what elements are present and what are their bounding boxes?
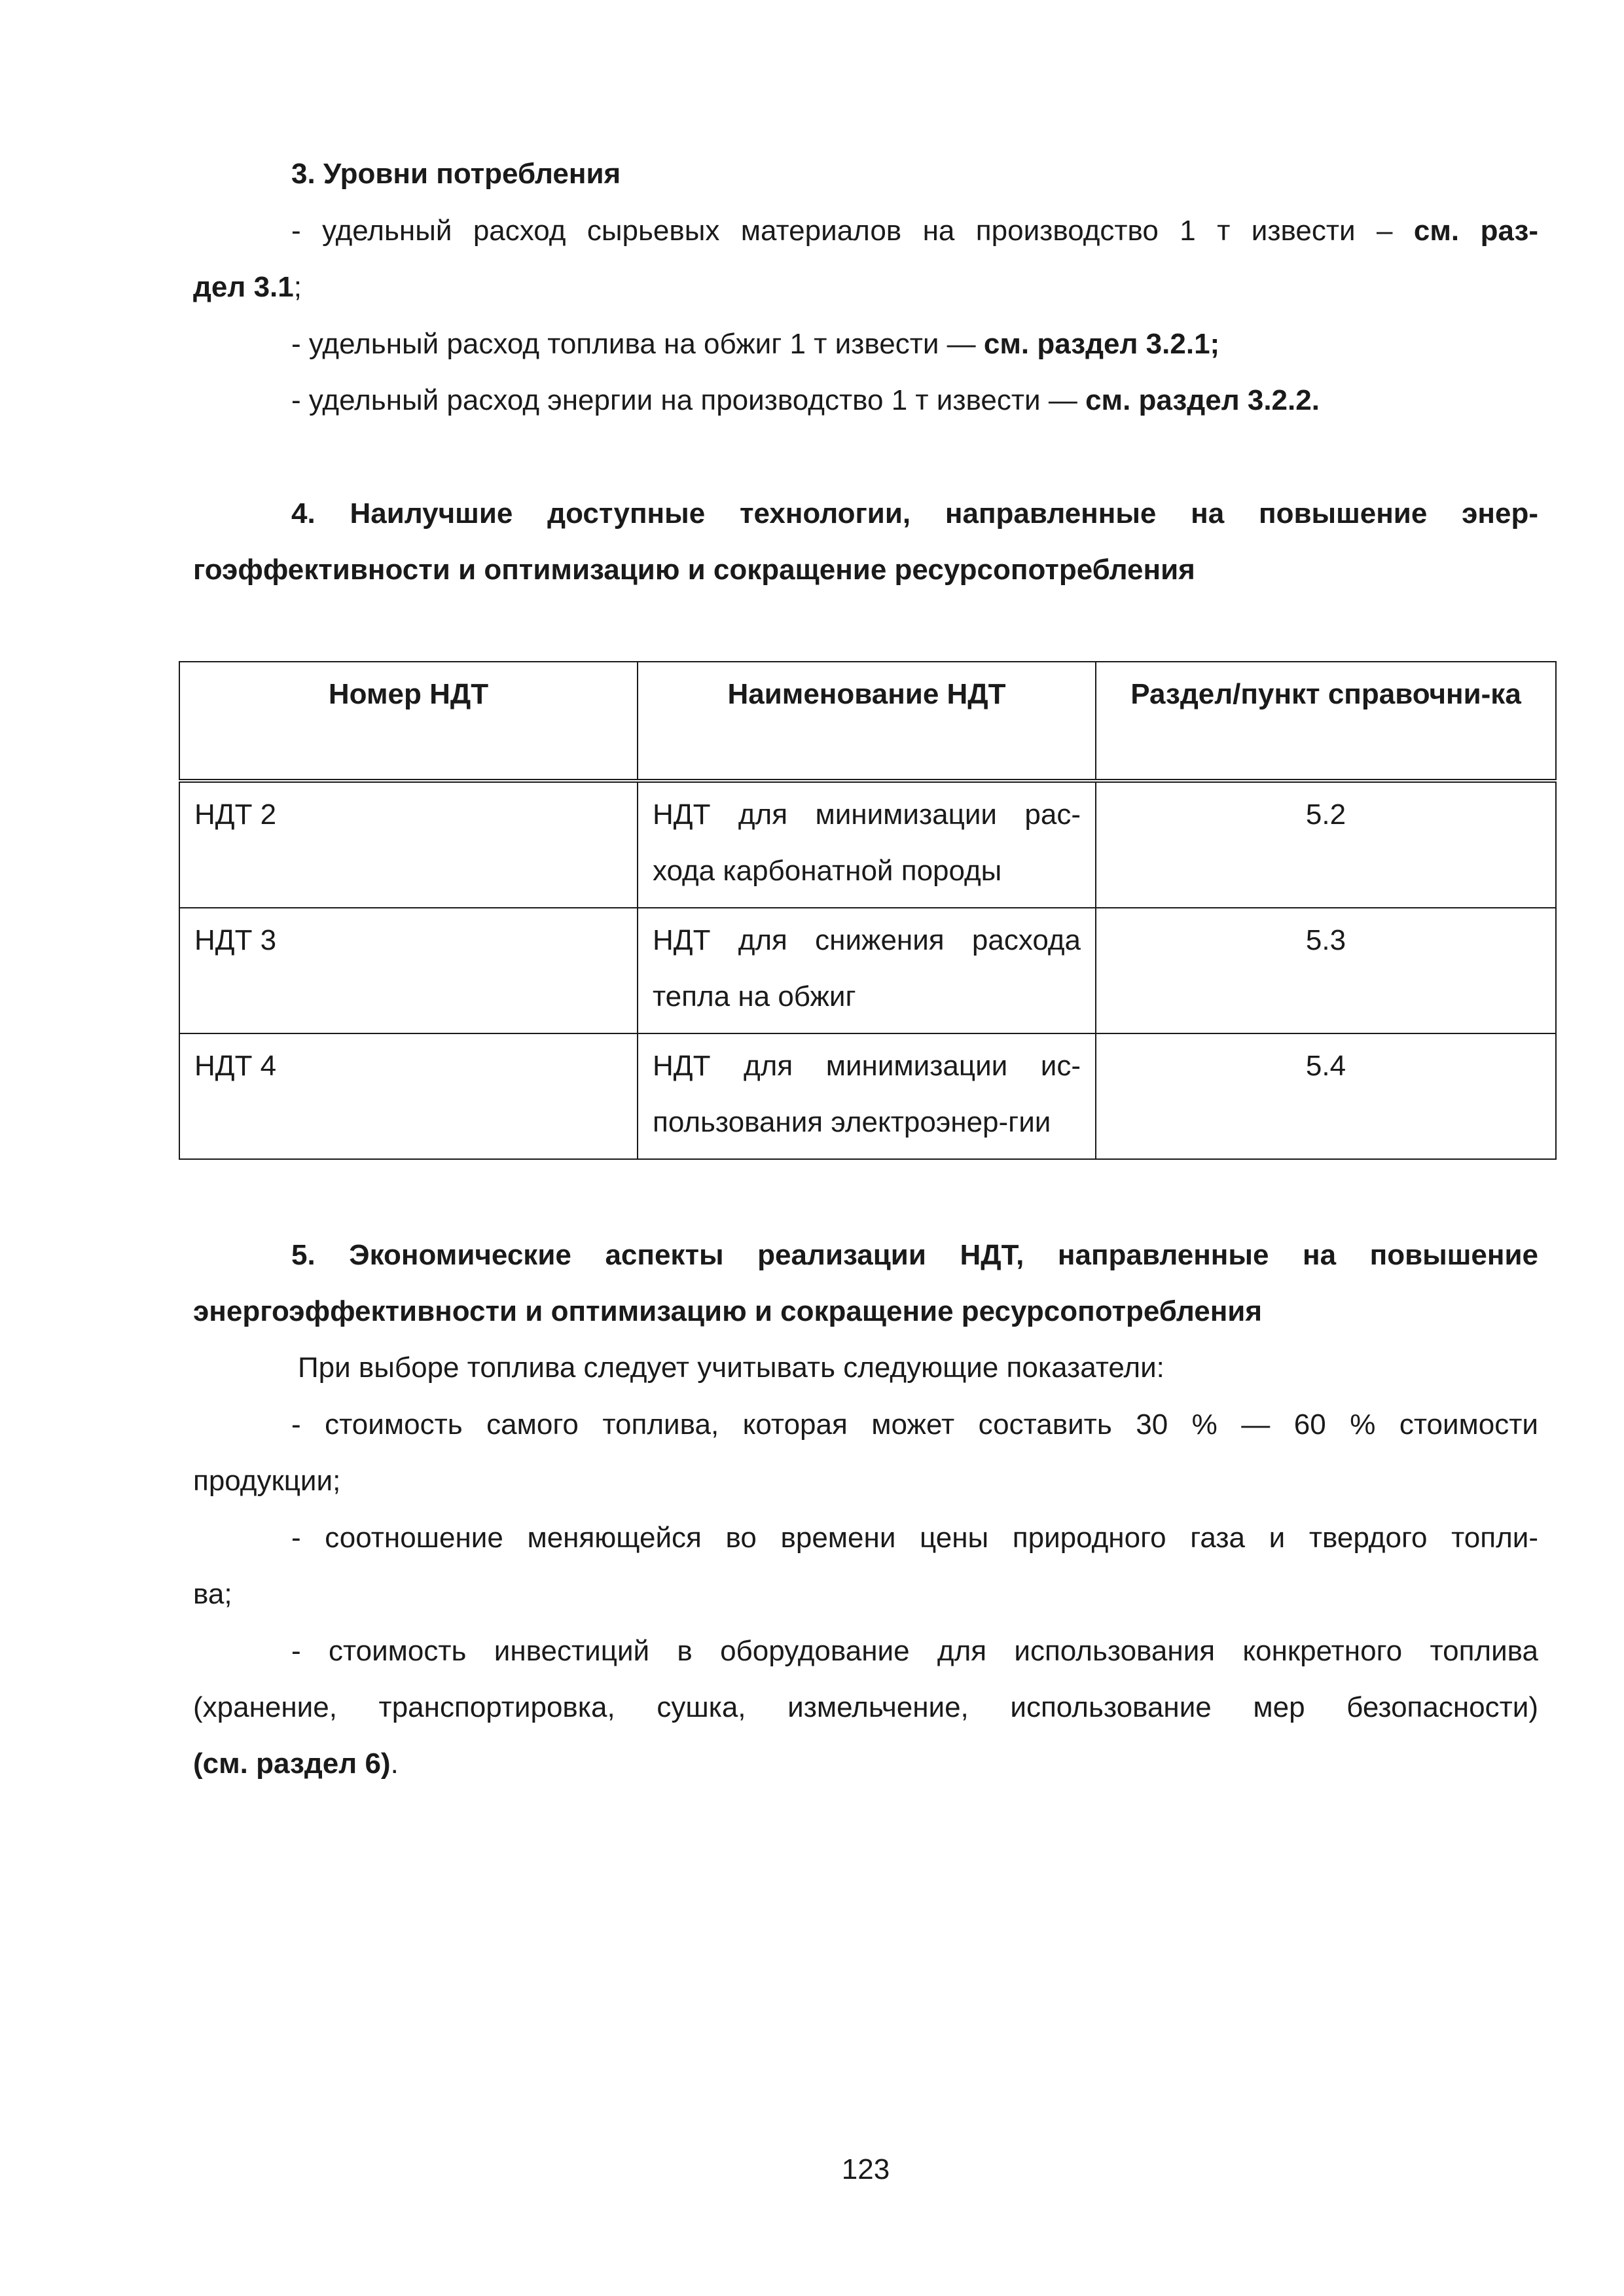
- cell-name: НДТ для минимизации ис-пользования электроэнер-гии: [638, 1033, 1096, 1159]
- section-reference: см. раздел 3.2.2.: [1085, 384, 1320, 416]
- cell-section: 5.3: [1096, 908, 1556, 1033]
- section-5-intro: При выборе топлива следует учитывать следующие показатели:: [298, 1352, 1164, 1384]
- header-number: Номер НДТ: [179, 662, 638, 781]
- section-3-item-1-line-1: [193, 211, 1538, 251]
- item-text: - удельный расход сырьевых материалов на производство 1 т извести –: [291, 215, 1414, 247]
- section-5-item-2-line-1: - соотношение меняющейся во времени цены природного газа и твердого топли-: [291, 1522, 1538, 1554]
- section-5-item-2-line-2: ва;: [193, 1578, 232, 1610]
- header-section: Раздел/пункт справочни-ка: [1096, 662, 1556, 781]
- section-3-item-1-line-2: [193, 268, 1538, 307]
- cell-number: НДТ 4: [179, 1033, 638, 1159]
- ndt-table: [179, 661, 1557, 1160]
- item-text: ;: [293, 271, 302, 303]
- table-header-row: [179, 662, 1556, 781]
- section-3-item-2: [193, 325, 1538, 364]
- section-5-heading-line-1: 5. Экономические аспекты реализации НДТ, направленные на повышение: [291, 1239, 1538, 1271]
- table-row: [179, 781, 1556, 908]
- cell-number: НДТ 3: [179, 908, 638, 1033]
- section-4-heading-line-1: 4. Наилучшие доступные технологии, направленные на повышение энер-: [291, 497, 1538, 529]
- section-5-heading-line-2: энергоэффективности и оптимизацию и сокращение ресурсопотребления: [193, 1295, 1263, 1327]
- item-text: - удельный расход топлива на обжиг 1 т извести —: [291, 328, 984, 360]
- section-reference: (см. раздел 6): [193, 1748, 391, 1780]
- cell-number: НДТ 2: [179, 781, 638, 908]
- section-5-item-1-line-2: продукции;: [193, 1465, 341, 1497]
- section-3-heading: 3. Уровни потребления: [291, 158, 621, 190]
- cell-name: НДТ для снижения расхода тепла на обжиг: [638, 908, 1096, 1033]
- section-5-item-3-line-1: - стоимость инвестиций в оборудование для использования конкретного топлива: [291, 1635, 1538, 1667]
- cell-section: 5.4: [1096, 1033, 1556, 1159]
- header-name: Наименование НДТ: [638, 662, 1096, 781]
- section-5-item-3-line-3: [193, 1744, 1538, 1784]
- item-text: .: [390, 1748, 399, 1780]
- section-5-item-1-line-1: - стоимость самого топлива, которая может составить 30 % — 60 % стоимости: [291, 1408, 1538, 1441]
- section-4-heading-line-2: гоэффективности и оптимизацию и сокращение ресурсопотребления: [193, 554, 1195, 586]
- cell-section: 5.2: [1096, 781, 1556, 908]
- section-reference: дел 3.1: [193, 271, 294, 303]
- cell-name: НДТ для минимизации рас-хода карбонатной породы: [638, 781, 1096, 908]
- table-row: [179, 1033, 1556, 1159]
- page-number: 123: [841, 2153, 890, 2185]
- section-3-item-3: [193, 381, 1538, 420]
- section-reference: см. раздел 3.2.1;: [983, 328, 1220, 360]
- section-5-item-3-line-2: (хранение, транспортировка, сушка, измельчение, использование мер безопасности): [193, 1691, 1538, 1723]
- document-page: [193, 0, 1538, 2296]
- section-reference: см. раз-: [1413, 215, 1538, 247]
- table-row: [179, 908, 1556, 1033]
- item-text: - удельный расход энергии на производство 1 т извести —: [291, 384, 1086, 416]
